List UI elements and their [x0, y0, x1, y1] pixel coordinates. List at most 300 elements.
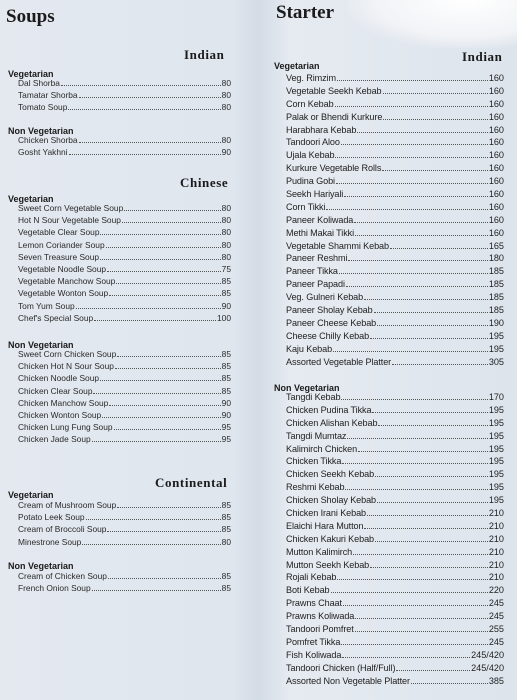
menu-item-name: Pomfret Tikka — [286, 636, 341, 647]
menu-item-price: 85 — [221, 571, 231, 581]
menu-item-name: Tamatar Shorba — [18, 90, 78, 101]
menu-item-price: 160 — [488, 163, 504, 174]
menu-item-name: Chicken Alishan Kebab — [286, 417, 378, 428]
dot-leader — [335, 106, 488, 107]
dot-leader — [396, 670, 470, 671]
dot-leader — [353, 554, 488, 555]
menu-item-name: Vegetable Clear Soup — [18, 227, 100, 238]
menu-item — [286, 330, 504, 343]
menu-item-name: Vegetable Noodle Soup — [18, 263, 107, 274]
menu-item — [18, 239, 231, 251]
menu-item — [286, 533, 504, 546]
menu-item — [286, 240, 504, 253]
menu-item-price: 195 — [488, 343, 504, 354]
menu-item-name: Chef's Special Soup — [18, 312, 94, 323]
menu-item-price: 165 — [488, 240, 504, 251]
dot-leader — [79, 97, 221, 98]
dot-leader — [377, 502, 488, 503]
dot-leader — [372, 412, 487, 413]
menu-item-name: Tom Yum Soup — [18, 300, 75, 311]
menu-item — [286, 623, 504, 636]
soups-continental-heading: Continental — [155, 475, 228, 490]
menu-item-name: Elaichi Hara Mutton — [286, 520, 364, 531]
menu-item — [286, 546, 504, 559]
menu-item-price: 80 — [221, 239, 231, 250]
dot-leader — [411, 683, 488, 684]
dot-leader — [377, 325, 488, 326]
menu-item — [18, 146, 231, 158]
menu-item — [286, 201, 504, 214]
dot-leader — [344, 196, 488, 197]
dot-leader — [341, 644, 488, 645]
dot-leader — [370, 567, 488, 568]
dot-leader — [117, 356, 220, 357]
menu-item — [18, 263, 231, 275]
dot-leader — [106, 247, 221, 248]
menu-item-price: 90 — [221, 409, 231, 420]
dot-leader — [355, 235, 488, 236]
dot-leader — [100, 380, 221, 381]
dot-leader — [355, 618, 488, 619]
menu-item-name: Tandoori Pomfret — [286, 624, 354, 635]
dot-leader — [335, 157, 487, 158]
soups-title: Soups — [6, 6, 55, 27]
menu-item — [286, 291, 504, 304]
menu-item-price: 80 — [221, 536, 231, 547]
menu-item-name: Chicken Hot N Sour Soup — [18, 361, 114, 372]
menu-item — [286, 649, 504, 662]
soups-indian-heading: Indian — [184, 47, 225, 62]
dot-leader — [357, 132, 488, 133]
menu-item-price: 85 — [221, 373, 231, 384]
menu-item-price: 80 — [221, 251, 231, 262]
menu-item-price: 195 — [488, 482, 504, 493]
dot-leader — [367, 515, 488, 516]
menu-item-name: Tangdi Mumtaz — [286, 430, 347, 441]
menu-item-name: Chicken Seekh Kebab — [286, 469, 375, 480]
dot-leader — [61, 85, 221, 86]
menu-item — [286, 571, 504, 584]
menu-item-price: 195 — [488, 430, 504, 441]
menu-item-price: 85 — [221, 385, 231, 396]
menu-item — [18, 226, 231, 238]
menu-item — [286, 520, 504, 533]
menu-item-name: Minestrone Soup — [18, 536, 82, 547]
menu-item-name: Chicken Pudina Tikka — [286, 404, 372, 415]
soups-chinese-heading: Chinese — [180, 175, 229, 190]
menu-item — [286, 507, 504, 520]
menu-item-price: 160 — [488, 98, 504, 109]
menu-item-name: Sweet Corn Vegetable Soup — [18, 203, 124, 213]
menu-item — [286, 636, 504, 649]
dot-leader — [383, 93, 488, 94]
menu-item — [286, 188, 504, 201]
menu-item-price: 95 — [221, 422, 231, 433]
dot-leader — [383, 119, 488, 120]
menu-item-name: Kaju Kebab — [286, 343, 333, 354]
menu-item — [18, 421, 231, 433]
soups-indian-nonveg-list — [18, 134, 231, 158]
dot-leader — [343, 605, 488, 606]
menu-item — [18, 214, 231, 226]
dot-leader — [92, 441, 221, 442]
menu-item-name: Methi Makai Tikki — [286, 227, 355, 238]
menu-item-price: 80 — [221, 90, 231, 101]
menu-item-price: 160 — [488, 176, 504, 187]
menu-item-price: 195 — [488, 443, 504, 454]
menu-item-name: Boti Kebab — [286, 585, 330, 596]
menu-item-price: 210 — [488, 508, 504, 519]
menu-item — [18, 134, 231, 146]
dot-leader — [337, 579, 487, 580]
dot-leader — [348, 260, 487, 261]
menu-item — [18, 360, 231, 372]
dot-leader — [331, 592, 488, 593]
menu-item-price: 85 — [221, 288, 231, 299]
menu-item — [286, 227, 504, 240]
starter-title: Starter — [276, 2, 335, 23]
menu-item-name: Vegetable Seekh Kebab — [286, 85, 382, 96]
menu-item-price: 80 — [221, 227, 231, 238]
menu-item-name: Cream of Broccoli Soup — [18, 524, 107, 535]
menu-item-name: Chicken Tikka — [286, 456, 342, 467]
menu-item-price: 185 — [488, 292, 504, 303]
menu-item-name: Vegetable Wonton Soup — [18, 288, 109, 299]
menu-item-name: Paneer Cheese Kebab — [286, 317, 377, 328]
menu-item-price: 90 — [221, 300, 231, 311]
dot-leader — [86, 519, 221, 520]
dot-leader — [337, 80, 488, 81]
menu-item-name: Seekh Hariyali — [286, 189, 344, 200]
menu-item-price: 100 — [217, 312, 231, 323]
menu-item — [18, 433, 231, 445]
starter-column — [262, 0, 517, 700]
menu-item — [286, 597, 504, 610]
menu-item — [286, 162, 504, 175]
menu-item-price: 80 — [221, 215, 231, 226]
menu-item-price: 160 — [488, 227, 504, 238]
menu-item-name: Tangdi Kebab — [286, 392, 341, 402]
menu-item-price: 245/420 — [471, 662, 504, 673]
menu-item — [18, 77, 231, 89]
menu-item-price: 185 — [488, 266, 504, 277]
menu-item-price: 220 — [488, 585, 504, 596]
menu-item-price: 160 — [488, 111, 504, 122]
menu-item — [18, 300, 231, 312]
dot-leader — [68, 109, 220, 110]
menu-item — [286, 278, 504, 291]
dot-leader — [333, 351, 488, 352]
menu-item-name: Tandoori Chicken (Half/Full) — [286, 662, 396, 673]
menu-item-name: Mutton Kalimirch — [286, 546, 353, 557]
menu-item-price: 210 — [488, 546, 504, 557]
menu-item-price: 160 — [488, 124, 504, 135]
menu-item-price: 90 — [221, 397, 231, 408]
starter-indian-nonveg-list — [286, 391, 504, 687]
menu-item-name: Chicken Shorba — [18, 135, 78, 145]
menu-item — [18, 89, 231, 101]
menu-item-name: Corn Tikki — [286, 201, 326, 212]
menu-item-price: 80 — [221, 203, 231, 213]
menu-item-price: 85 — [221, 583, 231, 594]
menu-item — [286, 111, 504, 124]
menu-item-price: 245 — [488, 598, 504, 609]
soups-indian-nonveg-label: Non Vegetarian — [8, 126, 74, 136]
menu-item-name: Palak or Bhendi Kurkure — [286, 111, 383, 122]
menu-item-name: Veg. Rimzim — [286, 73, 336, 83]
menu-item-price: 170 — [488, 392, 504, 402]
menu-item-name: Harabhara Kebab — [286, 124, 357, 135]
dot-leader — [117, 507, 220, 508]
menu-item-name: Kurkure Vegetable Rolls — [286, 163, 382, 174]
menu-item — [18, 275, 231, 287]
menu-item-name: Veg. Gulneri Kebab — [286, 292, 364, 303]
menu-item-price: 160 — [488, 137, 504, 148]
menu-item-price: 195 — [488, 469, 504, 480]
menu-item-price: 80 — [221, 102, 231, 113]
menu-item — [18, 251, 231, 263]
dot-leader — [107, 531, 220, 532]
soups-continental-veg-label: Vegetarian — [8, 490, 54, 500]
dot-leader — [116, 283, 220, 284]
menu-item-name: Paneer Sholay Kebab — [286, 305, 373, 316]
menu-item-name: Corn Kebab — [286, 98, 334, 109]
menu-item-name: Tandoori Aloo — [286, 137, 340, 148]
dot-leader — [378, 425, 487, 426]
dot-leader — [375, 476, 488, 477]
menu-item-price: 160 — [488, 214, 504, 225]
dot-leader — [342, 463, 488, 464]
dot-leader — [107, 271, 221, 272]
menu-item-name: Chicken Kakuri Kebab — [286, 533, 374, 544]
menu-item — [18, 499, 231, 511]
dot-leader — [100, 259, 221, 260]
menu-item-name: Vegetable Shammi Kebab — [286, 240, 389, 251]
menu-item — [286, 72, 504, 85]
soups-indian-veg-list — [18, 77, 231, 114]
menu-item-name: Reshmi Kebab — [286, 482, 345, 493]
menu-item — [286, 252, 504, 265]
menu-item — [18, 582, 231, 594]
menu-item-name: French Onion Soup — [18, 583, 91, 594]
menu-item-price: 75 — [221, 263, 231, 274]
menu-item — [286, 468, 504, 481]
dot-leader — [94, 320, 216, 321]
dot-leader — [355, 631, 488, 632]
soups-continental-nonveg-label: Non Vegetarian — [8, 561, 74, 571]
starter-indian-veg-label: Vegetarian — [274, 61, 320, 71]
menu-item-name: Assorted Vegetable Platter — [286, 356, 392, 367]
menu-item — [286, 98, 504, 111]
menu-item-name: Paneer Papadi — [286, 279, 345, 290]
menu-item-name: Chicken Wonton Soup — [18, 409, 102, 420]
menu-item — [286, 417, 504, 430]
dot-leader — [341, 399, 487, 400]
menu-item-name: Hot N Sour Vegetable Soup — [18, 215, 121, 226]
menu-item-price: 85 — [221, 276, 231, 287]
menu-item-name: Rojali Kebab — [286, 572, 337, 583]
menu-item-name: Chicken Sholay Kebab — [286, 495, 377, 506]
menu-item — [286, 265, 504, 278]
dot-leader — [347, 438, 487, 439]
menu-item — [18, 397, 231, 409]
menu-item — [286, 175, 504, 188]
menu-item-price: 85 — [221, 361, 231, 372]
dot-leader — [336, 183, 488, 184]
menu-item — [286, 481, 504, 494]
menu-item-price: 85 — [221, 349, 231, 359]
menu-item-price: 160 — [488, 201, 504, 212]
menu-item — [286, 214, 504, 227]
dot-leader — [124, 210, 220, 211]
menu-item-price: 90 — [221, 147, 231, 158]
menu-item-name: Mutton Seekh Kebab — [286, 559, 370, 570]
menu-item-price: 210 — [488, 572, 504, 583]
menu-item-price: 85 — [221, 512, 231, 523]
dot-leader — [364, 528, 487, 529]
menu-item — [286, 149, 504, 162]
menu-item — [286, 85, 504, 98]
starter-indian-veg-list — [286, 72, 504, 368]
menu-item-name: Sweet Corn Chicken Soup — [18, 349, 117, 359]
soups-chinese-nonveg-list — [18, 348, 231, 446]
dot-leader — [109, 295, 220, 296]
menu-item — [286, 494, 504, 507]
menu-item-name: Chicken Clear Soup — [18, 385, 93, 396]
menu-item-price: 80 — [221, 135, 231, 145]
menu-item — [286, 430, 504, 443]
menu-item — [18, 511, 231, 523]
menu-item-name: Chicken Manchow Soup — [18, 397, 109, 408]
menu-item-name: Vegetable Manchow Soup — [18, 276, 116, 287]
menu-item-price: 80 — [221, 78, 231, 88]
menu-item-name: Gosht Yakhni — [18, 147, 68, 158]
menu-item — [286, 559, 504, 572]
dot-leader — [390, 248, 488, 249]
menu-item-price: 190 — [488, 317, 504, 328]
menu-item-name: Paneer Tikka — [286, 266, 338, 277]
menu-item-price: 95 — [221, 434, 231, 445]
dot-leader — [345, 489, 487, 490]
menu-item — [286, 124, 504, 137]
menu-item-price: 160 — [488, 150, 504, 161]
menu-item-name: Cream of Mushroom Soup — [18, 500, 117, 510]
menu-item-name: Lemon Coriander Soup — [18, 239, 105, 250]
dot-leader — [93, 393, 220, 394]
menu-item-name: Chicken Irani Kebab — [286, 508, 366, 519]
soups-continental-veg-list — [18, 499, 231, 548]
soups-indian-veg-label: Vegetarian — [8, 69, 54, 79]
menu-item-name: Fish Koliwada — [286, 649, 342, 660]
menu-item — [286, 317, 504, 330]
menu-item — [18, 287, 231, 299]
dot-leader — [76, 308, 221, 309]
soups-chinese-veg-label: Vegetarian — [8, 194, 54, 204]
dot-leader — [109, 405, 220, 406]
menu-item-name: Chicken Noodle Soup — [18, 373, 100, 384]
dot-leader — [382, 170, 488, 171]
dot-leader — [122, 222, 221, 223]
menu-item-name: Chicken Jade Soup — [18, 434, 91, 445]
menu-item — [286, 136, 504, 149]
dot-leader — [358, 451, 488, 452]
soups-continental-nonveg-list — [18, 570, 231, 594]
soups-chinese-veg-list — [18, 202, 231, 324]
menu-item-price: 210 — [488, 533, 504, 544]
menu-item-name: Tomato Soup — [18, 102, 68, 113]
menu-item-name: Ujala Kebab — [286, 150, 335, 161]
dot-leader — [82, 544, 220, 545]
menu-item-name: Pudina Gobi — [286, 176, 335, 187]
menu-item-name: Chicken Lung Fung Soup — [18, 422, 113, 433]
menu-item-price: 195 — [488, 495, 504, 506]
menu-item-price: 245 — [488, 611, 504, 622]
starter-indian-heading: Indian — [462, 49, 503, 64]
menu-item-price: 245 — [488, 636, 504, 647]
menu-item — [286, 584, 504, 597]
menu-item — [18, 536, 231, 548]
menu-item-price: 180 — [488, 253, 504, 264]
menu-item-name: Prawns Koliwada — [286, 611, 355, 622]
menu-item-name: Paneer Koliwada — [286, 214, 354, 225]
starter-indian-nonveg-label: Non Vegetarian — [274, 383, 340, 393]
menu-item-name: Dal Shorba — [18, 78, 60, 88]
menu-item-price: 195 — [488, 456, 504, 467]
dot-leader — [92, 590, 221, 591]
dot-leader — [102, 417, 220, 418]
dot-leader — [374, 312, 488, 313]
menu-item-price: 195 — [488, 417, 504, 428]
menu-item — [286, 443, 504, 456]
dot-leader — [69, 154, 221, 155]
soups-chinese-nonveg-label: Non Vegetarian — [8, 340, 74, 350]
menu-item — [18, 312, 231, 324]
menu-item — [18, 385, 231, 397]
dot-leader — [392, 364, 488, 365]
header-swoosh-decoration — [347, 0, 517, 48]
menu-item-name: Prawns Chaat — [286, 598, 342, 609]
menu-item-price: 210 — [488, 520, 504, 531]
dot-leader — [326, 209, 487, 210]
menu-item-name: Paneer Reshmi — [286, 253, 348, 264]
menu-item-name: Cheese Chilly Kebab — [286, 330, 370, 341]
dot-leader — [342, 657, 470, 658]
menu-item-price: 185 — [488, 305, 504, 316]
menu-item — [18, 570, 231, 582]
menu-item-name: Kalimirch Chicken — [286, 443, 358, 454]
dot-leader — [108, 578, 221, 579]
menu-item-name: Potato Leek Soup — [18, 512, 85, 523]
menu-item-price: 185 — [488, 279, 504, 290]
menu-item — [286, 343, 504, 356]
menu-item-price: 85 — [221, 524, 231, 535]
menu-item — [18, 372, 231, 384]
menu-item-name: Cream of Chicken Soup — [18, 571, 107, 581]
menu-item — [286, 662, 504, 675]
menu-item — [286, 404, 504, 417]
menu-item-price: 385 — [488, 675, 504, 686]
menu-item-price: 305 — [488, 356, 504, 367]
dot-leader — [100, 234, 220, 235]
menu-item — [286, 391, 504, 404]
menu-item — [286, 304, 504, 317]
menu-item — [286, 610, 504, 623]
menu-item-price: 245/420 — [471, 649, 504, 660]
menu-item-price: 255 — [488, 624, 504, 635]
dot-leader — [370, 338, 488, 339]
dot-leader — [115, 368, 221, 369]
menu-item-price: 195 — [488, 330, 504, 341]
